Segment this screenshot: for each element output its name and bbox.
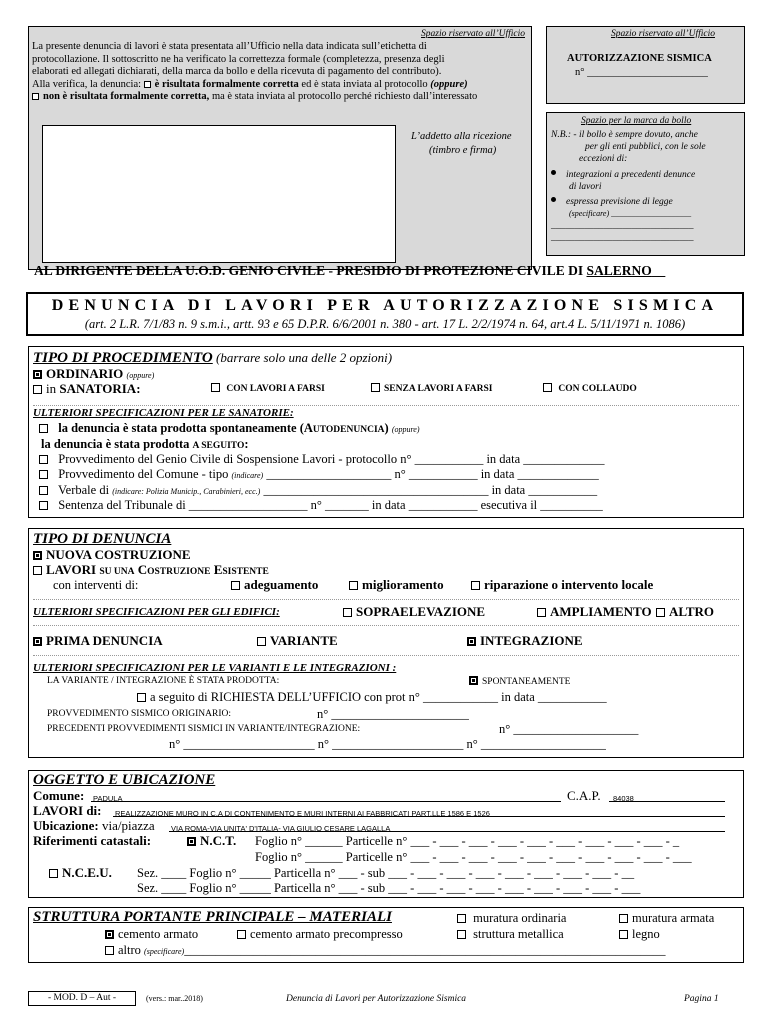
nceu-checkbox[interactable] bbox=[49, 869, 58, 878]
addetto-label: L’addetto alla ricezione bbox=[411, 131, 512, 142]
page-number: Pagina 1 bbox=[684, 994, 719, 1004]
lavori-label: LAVORI di: bbox=[33, 803, 102, 818]
altro-materiale-checkbox[interactable] bbox=[105, 946, 114, 955]
legno-checkbox[interactable] bbox=[619, 930, 628, 939]
denuncia-heading: TIPO DI DENUNCIA bbox=[33, 531, 172, 547]
struttura-heading: STRUTTURA PORTANTE PRINCIPALE – MATERIALI bbox=[33, 909, 392, 925]
ubicazione-field[interactable]: VIA ROMA-VIA UNITA' D'ITALIA- VIA GIULIO CESARE LAGALLA bbox=[169, 818, 725, 832]
spontaneamente-checkbox[interactable] bbox=[469, 676, 478, 685]
document-title: DENUNCIA DI LAVORI PER AUTORIZZAZIONE SISMICA bbox=[51, 297, 719, 314]
variante-prodotta-label: LA VARIANTE / INTEGRAZIONE È STATA PRODOTTA: bbox=[47, 676, 280, 686]
comune-checkbox[interactable] bbox=[39, 470, 48, 479]
cap-label: C.A.P. bbox=[567, 788, 601, 803]
struttura-metallica-checkbox[interactable] bbox=[457, 930, 466, 939]
comune-field[interactable]: PADULA bbox=[91, 788, 561, 802]
miglioramento-checkbox[interactable] bbox=[349, 581, 358, 590]
seismic-authorization-box bbox=[546, 26, 745, 104]
stamp-box-notes: N.B.: - il bollo è sempre dovuto, anche per gli enti pubblici, con le sole eccezioni di: integrazioni a precedenti denunce di lavori espressa previsione di legge (specificare) ____________________ ______________________________ ______________________________ bbox=[551, 130, 706, 243]
verbale-checkbox[interactable] bbox=[39, 486, 48, 495]
prima-denuncia-checkbox[interactable] bbox=[33, 637, 42, 646]
provvedimento-originario-label: PROVVEDIMENTO SISMICO ORIGINARIO: bbox=[47, 709, 232, 719]
cemento-armato-checkbox[interactable] bbox=[105, 930, 114, 939]
sanatorie-subheading: ULTERIORI SPECIFICAZIONI PER LE SANATORIE: bbox=[33, 407, 294, 419]
richiesta-ufficio-checkbox[interactable] bbox=[137, 693, 146, 702]
autodenuncia-checkbox[interactable] bbox=[39, 424, 48, 433]
not-correct-checkbox[interactable] bbox=[32, 93, 39, 100]
integrazione-checkbox[interactable] bbox=[467, 637, 476, 646]
office-reserved-box bbox=[28, 26, 532, 270]
interventi-label: con interventi di: bbox=[53, 578, 139, 592]
riferimenti-label: Riferimenti catastali: bbox=[33, 833, 152, 848]
sentenza-checkbox[interactable] bbox=[39, 501, 48, 510]
oggetto-heading: OGGETTO E UBICAZIONE bbox=[33, 772, 216, 788]
version-label: (vers.: mar..2018) bbox=[146, 994, 203, 1003]
addetto-sublabel: (timbro e firma) bbox=[429, 145, 497, 156]
seguito-label: la denuncia è stata prodotta A SEGUITO: bbox=[41, 437, 249, 451]
precedenti-number-1: n° ____________________ bbox=[499, 722, 639, 736]
procedimento-section: TIPO DI PROCEDIMENTO (barrare solo una delle 2 opzioni) ORDINARIO (oppure) in SANATORIA: CON LAVORI A FARSI SENZA LAVORI A FARSI CON COLLAUDO ULTERIORI SPECIFICAZIONI PER LE SANATORIE: la denuncia è stata prodotta spontaneamente (AUTODENUNCIA) (oppure) la denuncia è stata prodotta A SEGUITO: Provvedimento del Genio Civile di Sospensione Lavori - protocollo n° ___________ in data _____________ Provvedimento del Comune - tipo (indicare) ____________________ n° ___________ in data _____________ Verbale di (indicare: Polizia Municip., Carabinieri, ecc.) ____________________________________ in data ___________ Sentenza del Tribunale di ___________________ n° _______ in data ___________ esecutiva il __________ bbox=[28, 346, 744, 518]
correct-checkbox[interactable] bbox=[144, 81, 151, 88]
varianti-subheading: ULTERIORI SPECIFICAZIONI PER LE VARIANTI E LE INTEGRAZIONI : bbox=[33, 662, 397, 674]
bullet-icon bbox=[551, 197, 556, 202]
provvedimento-originario-number: n° ______________________ bbox=[317, 707, 469, 721]
stamp-area bbox=[42, 125, 396, 263]
variante-checkbox[interactable] bbox=[257, 637, 266, 646]
nct-checkbox[interactable] bbox=[187, 837, 196, 846]
document-subtitle: (art. 2 L.R. 7/1/83 n. 9 s.m.i., artt. 93 e 65 D.P.R. 6/6/2001 n. 380 - art. 17 L. 2/2/1974 n. 64, art.4 L. 5/11/1971 n. 1086) bbox=[84, 317, 686, 331]
seismic-box-number: n° _______________________ bbox=[575, 67, 708, 78]
footer-title: Denuncia di Lavori per Autorizzazione Sismica bbox=[286, 994, 467, 1004]
muratura-ordinaria-checkbox[interactable] bbox=[457, 914, 466, 923]
altro-edifici-checkbox[interactable] bbox=[656, 608, 665, 617]
precedenti-numbers: n° _____________________ n° _____________________ n° ____________________ bbox=[169, 737, 606, 751]
comune-label: Comune: bbox=[33, 788, 85, 803]
nceu-sez-2: Sez. ____ Foglio n° _____ Particella n° ___ - sub ___ - ___ - ___ - ___ - ___ - ___ - ___ - ___ - ___ bbox=[137, 881, 641, 895]
adeguamento-checkbox[interactable] bbox=[231, 581, 240, 590]
bullet-icon bbox=[551, 170, 556, 175]
oggetto-section: OGGETTO E UBICAZIONE Comune: PADULA C.A.P. 84038 LAVORI di: REALIZZAZIONE MURO IN C.A DI CONTENIMENTO E MURI INTERNI AI FABBRICATI PART.LLE 1586 E 1526 Ubicazione: via/piazza VIA ROMA-VIA UNITA' D'ITALIA- VIA GIULIO CESARE LAGALLA Riferimenti catastali: N.C.T. Foglio n° ______ Particelle n° ___ - ___ - ___ - ___ - ___ - ___ - ___ - ___ - ___ - _ Foglio n° ______ Particelle n° ___ - ___ - ___ - ___ - ___ - ___ - ___ - ___ - ___ - ___ N.C.E.U. Sez. ____ Foglio n° _____ Particella n° ___ - sub ___ - ___ - ___ - ___ - ___ - ___ - ___ - ___ - __ Sez. ____ Foglio n° _____ Particella n° ___ - sub ___ - ___ - ___ - ___ - ___ - ___ - ___ - ___ - ___ bbox=[28, 770, 744, 898]
precedenti-provvedimenti-label: PRECEDENTI PROVVEDIMENTI SISMICI IN VARIANTE/INTEGRAZIONE: bbox=[47, 724, 361, 734]
sanatoria-checkbox[interactable] bbox=[33, 385, 42, 394]
nuova-costruzione-checkbox[interactable] bbox=[33, 551, 42, 560]
edifici-subheading: ULTERIORI SPECIFICAZIONI PER GLI EDIFICI: bbox=[33, 606, 280, 618]
con-collaudo-checkbox[interactable] bbox=[543, 383, 552, 392]
marca-da-bollo-box bbox=[546, 112, 745, 256]
struttura-section: STRUTTURA PORTANTE PRINCIPALE – MATERIALI muratura ordinaria muratura armata cemento armato cemento armato precompresso struttura metallica legno altro (specificare)_____________________________________________________________________________ bbox=[28, 907, 744, 963]
lavori-esistente-checkbox[interactable] bbox=[33, 566, 42, 575]
office-box-title: Spazio riservato all’Ufficio bbox=[421, 29, 525, 39]
riparazione-checkbox[interactable] bbox=[471, 581, 480, 590]
nct-foglio-1: Foglio n° ______ Particelle n° ___ - ___ - ___ - ___ - ___ - ___ - ___ - ___ - ___ - _ bbox=[255, 834, 680, 848]
genio-civile-checkbox[interactable] bbox=[39, 455, 48, 464]
senza-lavori-checkbox[interactable] bbox=[371, 383, 380, 392]
cap-field[interactable]: 84038 bbox=[609, 788, 725, 802]
muratura-armata-checkbox[interactable] bbox=[619, 914, 628, 923]
stamp-box-title: Spazio per la marca da bollo bbox=[581, 116, 692, 126]
nceu-sez-1: Sez. ____ Foglio n° _____ Particella n° ___ - sub ___ - ___ - ___ - ___ - ___ - ___ - ___ - ___ - __ bbox=[137, 866, 635, 880]
seismic-box-title: Spazio riservato all’Ufficio bbox=[611, 29, 715, 39]
ordinario-checkbox[interactable] bbox=[33, 370, 42, 379]
model-code-box: - MOD. D – Aut - bbox=[28, 991, 136, 1006]
procedimento-heading: TIPO DI PROCEDIMENTO bbox=[33, 350, 213, 366]
con-lavori-checkbox[interactable] bbox=[211, 383, 220, 392]
ampliamento-checkbox[interactable] bbox=[537, 608, 546, 617]
addressee-line: AL DIRIGENTE DELLA U.O.D. GENIO CIVILE - PRESIDIO DI PROTEZIONE CIVILE DI SALERNO__ bbox=[34, 263, 666, 278]
seismic-box-label: AUTORIZZAZIONE SISMICA bbox=[567, 53, 712, 64]
denuncia-section: TIPO DI DENUNCIA NUOVA COSTRUZIONE LAVORI SU UNA COSTRUZIONE ESISTENTE con interventi di: adeguamento miglioramento riparazione o intervento locale ULTERIORI SPECIFICAZIONI PER GLI EDIFICI: SOPRAELEVAZIONE AMPLIAMENTO ALTRO PRIMA DENUNCIA VARIANTE INTEGRAZIONE ULTERIORI SPECIFICAZIONI PER LE VARIANTI E LE INTEGRAZIONI : LA VARIANTE / INTEGRAZIONE È STATA PRODOTTA: SPONTANEAMENTE a seguito di RICHIESTA DELL’UFFICIO con prot n° ____________ in data ___________ PROVVEDIMENTO SISMICO ORIGINARIO: n° ______________________ PRECEDENTI PROVVEDIMENTI SISMICI IN VARIANTE/INTEGRAZIONE: n° ____________________ n° _____________________ n° _____________________ n° ____________________ bbox=[28, 528, 744, 758]
sopraelevazione-checkbox[interactable] bbox=[343, 608, 352, 617]
document-title-box bbox=[26, 292, 744, 336]
lavori-field[interactable]: REALIZZAZIONE MURO IN C.A DI CONTENIMENTO E MURI INTERNI AI FABBRICATI PART.LLE 1586 E 1526 bbox=[113, 803, 725, 817]
ca-precompresso-checkbox[interactable] bbox=[237, 930, 246, 939]
nct-foglio-2: Foglio n° ______ Particelle n° ___ - ___ - ___ - ___ - ___ - ___ - ___ - ___ - ___ - ___ bbox=[255, 850, 692, 864]
office-box-text: La presente denuncia di lavori è stata presentata all’Ufficio nella data indicata sull’etichetta di protocollazione. Il sottoscritto ne ha verificato la correttezza formale (completezza, presenza degli elaborati ed allegati dichiarati, della marca da bollo e della ricevuta di pagamento del contributo). Alla verifica, la denuncia: è risultata formalmente corretta ed è stata inviata al protocollo (oppure) non è risultata formalmente corretta, ma è stata inviata al protocollo perché richiesto dall’interessato bbox=[32, 41, 478, 102]
